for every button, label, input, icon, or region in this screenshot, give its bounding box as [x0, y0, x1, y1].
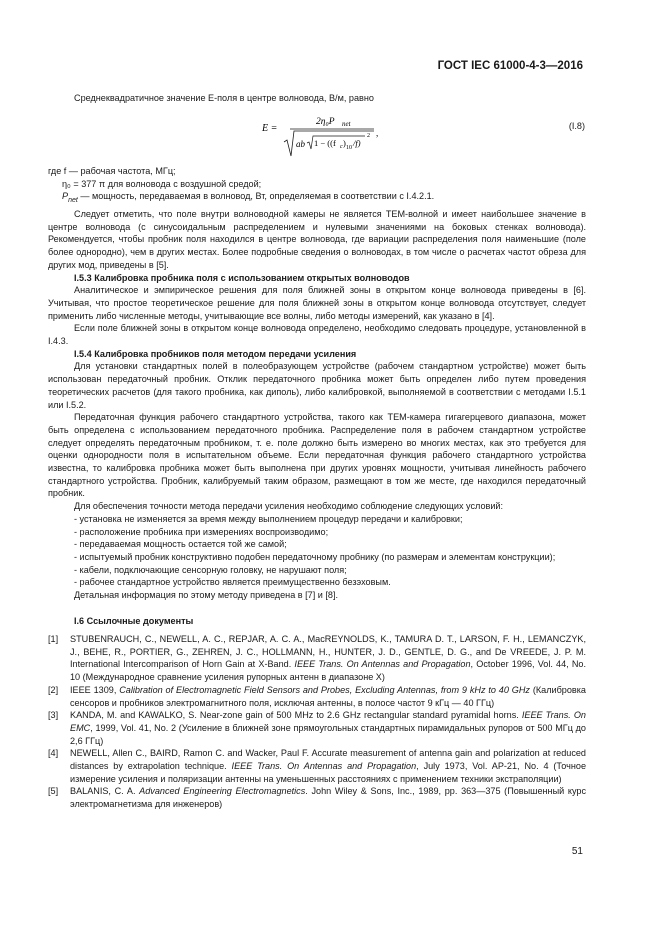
reference-source: IEEE Trans. On EMC [70, 710, 586, 733]
reference-item [48, 785, 586, 810]
where-line-pnet [48, 190, 586, 208]
formula-den-c: c [340, 144, 343, 150]
reference-authors: IEEE 1309, [70, 684, 120, 695]
reference-text [70, 709, 586, 747]
paragraph-7: Детальная информация по этому методу приведена в [7] и [8]. [74, 590, 339, 601]
formula-comma: , [376, 128, 379, 138]
page-number: 51 [571, 846, 583, 857]
reference-details: , October 1996, Vol. 44, No. 10 (Международное сравнение усиления рупорных антенн в диапазоне X) [70, 659, 587, 683]
formula-exp: 2 [367, 133, 370, 139]
references-heading: I.6 Ссылочные документы [74, 616, 194, 626]
reference-number: [1] [48, 634, 59, 644]
reference-number: [5] [48, 786, 59, 797]
formula-den-mid: ) [343, 138, 346, 148]
where-line-eta: η₀ = 377 π для волновода с воздушной средой; [62, 178, 262, 189]
reference-number: [2] [48, 684, 59, 695]
list-item: - установка не изменяется за время между выполнением процедур передачи и калибровки; [74, 513, 463, 524]
reference-details: , July 1973, Vol. AP-21, No. 4 (Точное измерение усиления и поляризации антенны на уменьшенных расстояниях с применением техники экстраполяции) [70, 761, 587, 784]
reference-item [48, 684, 586, 709]
list-item: - испытуемый пробник конструктивно подобен передаточному пробнику (по размерам и элементам конструкции); [74, 551, 556, 562]
reference-authors: BALANIS, C. A. [70, 786, 140, 797]
reference-source: Advanced Engineering Electromagnetics [139, 786, 306, 797]
reference-details: (Калибровка сенсоров и пробников электромагнитного поля, исключая антенны, в полосе частот 9 кГц — 40 ГГц) [70, 684, 586, 708]
reference-authors: KANDA, M. and KAWALKO, S. Near-zone gain of 500 MHz to 2.6 GHz rectangular standard pyramidal horns. [70, 710, 522, 721]
reference-text [70, 684, 586, 709]
references-list [48, 633, 586, 811]
reference-text [70, 747, 586, 785]
reference-authors: STUBENRAUCH, C., NEWELL, A. C., REPJAR, A. C. A., MacREYNOLDS, K., TAMURA D. T., LARSON, F. H., LEMANCZYK, J., BEHE, R., PORTIER, G., ZEHREN, J. C., HOLLMANN, H., HUNTER, J. D., GENTLE, D. G., and De VREEDE, J. P. M. International Intercomparison of Horn Gain at X-Band. [70, 634, 586, 670]
paragraph-2: Аналитическое и эмпирическое решения для поля ближней зоны в открытом конце волновода приведены в [6]. Учитывая, что простое теоретическое решение для поля ближней зоны в открытом конце волновода отсутствует, следует применить либо численные методы, учитывающие все волны, либо методы измерений, как указано в [4]. [48, 285, 586, 321]
reference-item [48, 633, 586, 684]
paragraph-4: Для установки стандартных полей в полеобразующем устройстве (рабочем стандартном устройстве) может быть использован передаточный пробник. Отклик передаточного пробника может быть определен либо путем проведения теоретических расчетов (для такого пробника, как диполь), либо калибровкой, выполняемой в соответствии с методами I.5.1 или I.5.2. [48, 361, 586, 410]
formula-num-sub: net [342, 120, 351, 128]
equation-number: (I.8) [568, 121, 585, 131]
reference-details: , 1999, Vol. 41, No. 2 (Усиление в ближней зоне прямоугольных стандартных пирамидальных рупоров от 500 МГц до 2,6 ГГц) [70, 722, 586, 746]
reference-source: IEEE Trans. On Antennas and Propagation [294, 659, 471, 670]
formula-den-tail: /f) [353, 138, 361, 148]
reference-details: . John Wiley & Sons, Inc., 1989, pp. 363—375 (Повышенный курс электромагнетизма для инженеров) [70, 786, 586, 810]
paragraph-5: Передаточная функция рабочего стандартного устройства, такого как ТЕМ-камера гигагерцевого диапазона, может быть определена с использованием передаточного пробника. Распределение поля в рабочем стандартном устройстве следует определять передаточным пробником, т. е. поле должно быть измерено во многих местах, как это требуется для оценки однородности поля в испытательном объеме. Если передаточная функция рабочего стандартного устройства известна, то калибровка пробника может быть выполнена при других уровнях мощности, учитывая линейность рабочего стандартного устройства. Пробник, калибруемый таким образом, размещают в том же месте, где находился передаточный пробник. [48, 412, 586, 499]
reference-item [48, 747, 586, 785]
formula-numerator: 2η₀P [316, 117, 335, 127]
where-p-text: — мощность, передаваемая в волновод, Вт, определяемая в соответствии с I.4.2.1. [77, 191, 435, 202]
formula-den-10: 10 [346, 145, 352, 151]
intro-paragraph: Среднеквадратичное значение E-поля в центре волновода, В/м, равно [74, 93, 374, 103]
where-p-sub: net [68, 197, 78, 205]
reference-item [48, 709, 586, 747]
body-text [48, 208, 586, 602]
paragraph-3: Если поле ближней зоны в открытом конце волновода определено, необходимо следовать процедуре, установленной в I.4.3. [48, 323, 586, 347]
formula-i8 [262, 112, 382, 158]
reference-source: IEEE Trans. On Antennas and Propagation [231, 761, 417, 772]
reference-authors: NEWELL, Allen C., BAIRD, Ramon C. and Wacker, Paul F. Accurate measurement of antenna gain and polarization at reduced distances by extrapolation technique. [70, 748, 586, 772]
list-item: - расположение пробника при измерениях воспроизводимо; [74, 526, 329, 537]
reference-text [70, 785, 586, 810]
paragraph-1: Следует отметить, что поле внутри волноводной камеры не является ТЕМ-волной и имеет наибольшее значение в центре волновода (с синусоидальным распределением и нулевыми значениями на боковых стенках волновода). Рекомендуется, чтобы пробник поля находился в центре волновода, где вариации распределения поля наименьшие (поле более однородно), чем в других местах. Более подробные сведения о волноводах, в том числе о расчетах частот обреза для других мод, приведены в [5]. [48, 209, 586, 270]
reference-number: [3] [48, 710, 59, 721]
section-heading-i53: I.5.3 Калибровка пробника поля с использованием открытых волноводов [74, 272, 410, 283]
reference-text [70, 633, 586, 684]
intro-text [48, 92, 586, 105]
formula-den-inner: 1 − ((f [314, 138, 336, 148]
list-item: - рабочее стандартное устройство является преимущественно безэховым. [74, 577, 391, 588]
reference-source: Calibration of Electromagnetic Field Sensors and Probes, Excluding Antennas, from 9 kHz to 40 GHz [119, 684, 530, 695]
where-p-symbol: P [62, 191, 69, 202]
where-line-f: где f — рабочая частота, МГц; [48, 166, 176, 176]
reference-number: [4] [48, 748, 59, 759]
conditions-list [48, 513, 586, 589]
section-heading-i54: I.5.4 Калибровка пробников поля методом передачи усиления [74, 348, 357, 359]
list-item: - кабели, подключающие сенсорную головку, не нарушают поля; [74, 564, 347, 575]
where-block [48, 165, 586, 208]
paragraph-6: Для обеспечения точности метода передачи усиления необходимо соблюдение следующих условий: [74, 501, 504, 512]
formula-den-prefix: ab [296, 139, 305, 149]
list-item: - передаваемая мощность остается той же самой; [74, 539, 287, 550]
formula-lhs: E = [262, 123, 278, 134]
document-header: ГОСТ IEC 61000-4-3—2016 [437, 60, 583, 72]
